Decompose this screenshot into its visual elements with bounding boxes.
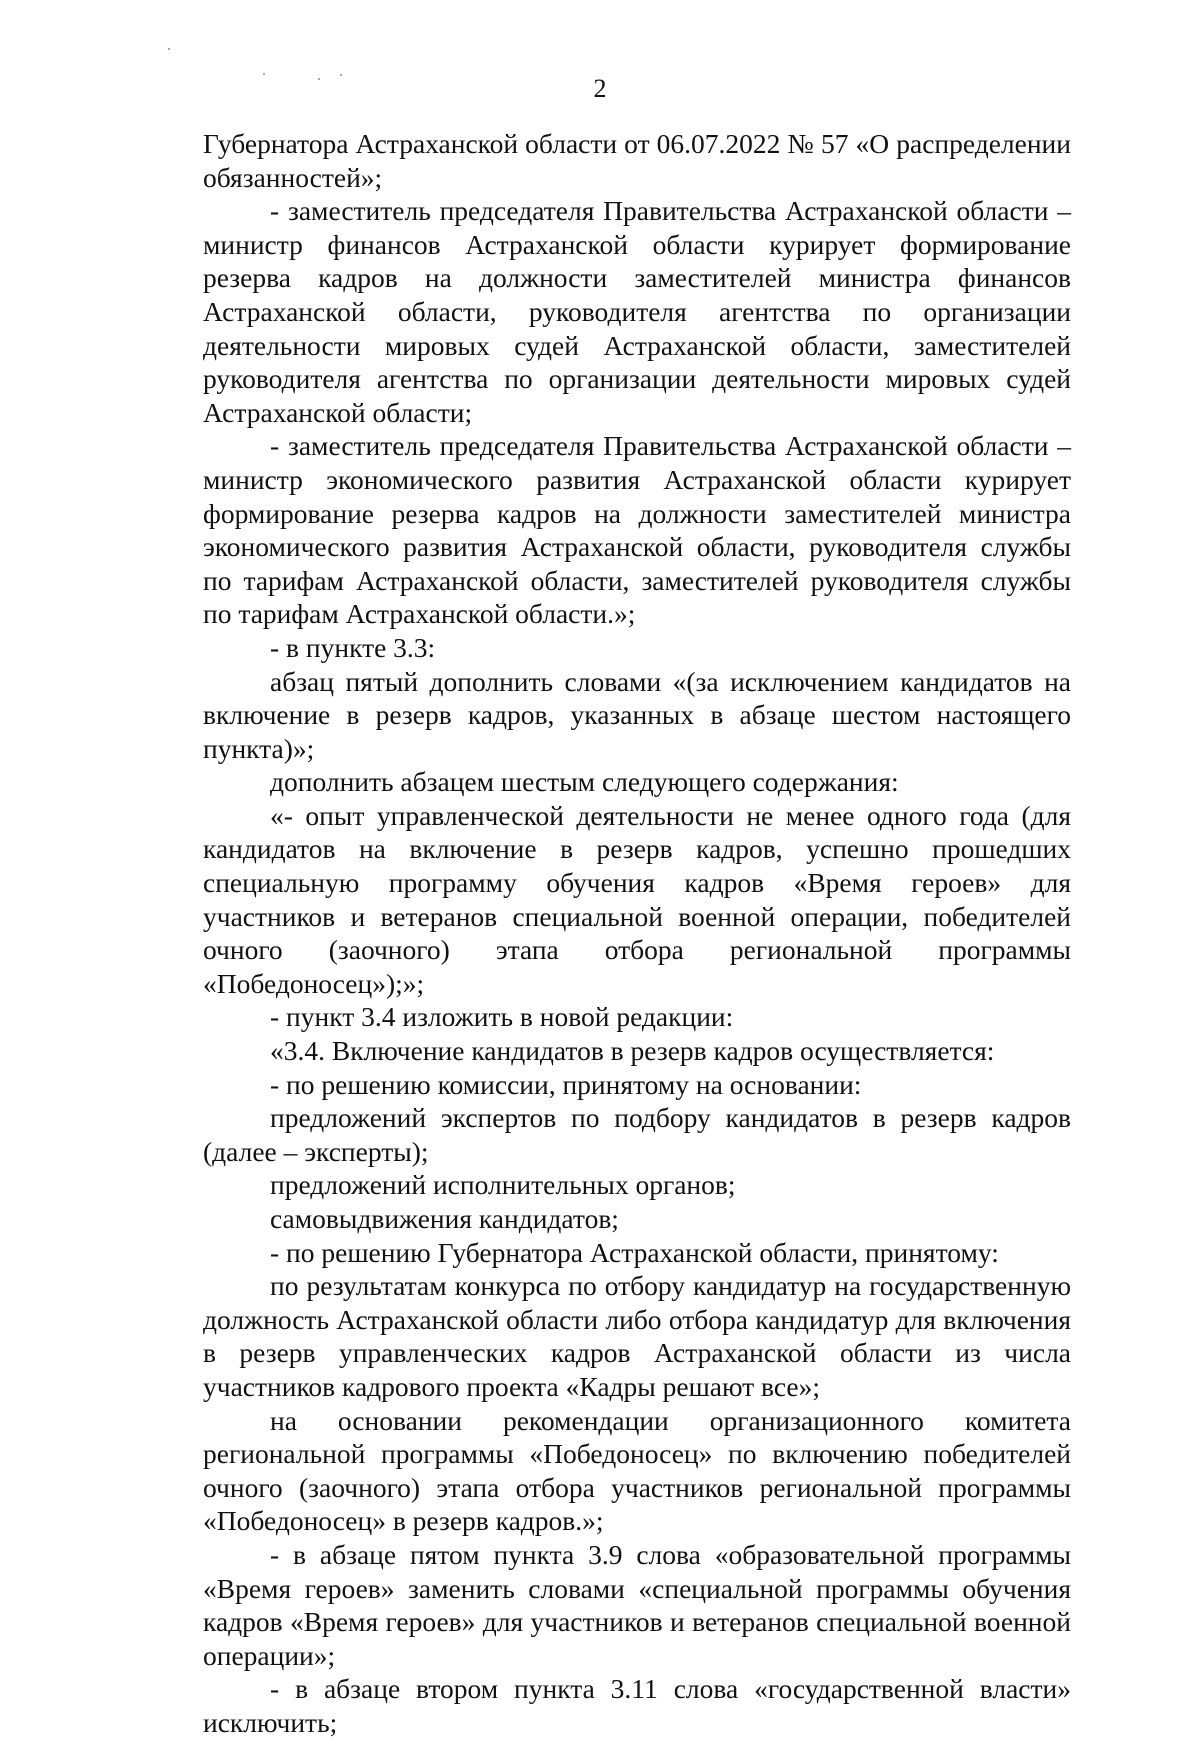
paragraph: «3.4. Включение кандидатов в резерв кадров осуществляется: xyxy=(270,1035,995,1067)
scan-speck xyxy=(263,73,265,75)
paragraph: - пункт 3.4 изложить в новой редакции: xyxy=(270,1001,734,1033)
paragraph: дополнить абзацем шестым следующего содержания: xyxy=(270,766,899,798)
paragraph: - по решению Губернатора Астраханской области, принятому: xyxy=(270,1236,999,1268)
page-number: 2 xyxy=(593,74,607,103)
scan-speck xyxy=(340,74,342,76)
paragraph: предложений исполнительных органов; xyxy=(270,1169,736,1201)
document-body xyxy=(203,127,1071,1740)
paragraph: - в абзаце втором пункта 3.11 слова «государственной власти» исключить; xyxy=(203,1673,1071,1738)
paragraph: предложений экспертов по подбору кандидатов в резерв кадров (далее – эксперты); xyxy=(203,1102,1071,1167)
paragraph: абзац пятый дополнить словами «(за исключением кандидатов на включение в резерв кадров, указанных в абзаце шестом настоящего пункта)»; xyxy=(203,665,1071,764)
scan-speck xyxy=(318,78,320,80)
paragraph: «- опыт управленческой деятельности не менее одного года (для кандидатов на включение в резерв кадров, успешно прошедших специальную программу обучения кадров «Время героев» для участников и ветеранов специальной военной операции, победителей очного (заочного) этапа отбора региональной программы «Победоносец»);»; xyxy=(203,799,1071,999)
paragraph: самовыдвижения кандидатов; xyxy=(270,1203,619,1234)
paragraph: по результатам конкурса по отбору кандидатур на государственную должность Астраханской области либо отбора кандидатур для включения в резерв управленческих кадров Астраханской области из числа участников кадрового проекта «Кадры решают все»; xyxy=(203,1270,1071,1402)
paragraph: - в пункте 3.3: xyxy=(270,631,436,663)
paragraph: Губернатора Астраханской области от 06.07.2022 № 57 «О распределении обязанностей»; xyxy=(203,128,1071,193)
paragraph: - заместитель председателя Правительства Астраханской области – министр финансов Астраханской области курирует формирование резерва кадров на должности заместителей министра финансов Астраханской области, руководителя агентства по организации деятельности мировых судей Астраханской области, заместителей руководителя агентства по организации деятельности мировых судей Астраханской области; xyxy=(203,195,1071,428)
scan-speck xyxy=(168,48,170,50)
paragraph: - заместитель председателя Правительства Астраханской области – министр экономического развития Астраханской области курирует формирование резерва кадров на должности заместителей министра экономического развития Астраханской области, руководителя службы по тарифам Астраханской области, заместителей руководителя службы по тарифам Астраханской области.»; xyxy=(203,430,1071,630)
paragraph: - по решению комиссии, принятому на основании: xyxy=(270,1068,862,1100)
paragraph: на основании рекомендации организационного комитета региональной программы «Победоносец» по включению победителей очного (заочного) этапа отбора участников региональной программы «Победоносец» в резерв кадров.»; xyxy=(203,1404,1071,1537)
paragraph: - в абзаце пятом пункта 3.9 слова «образовательной программы «Время героев» заменить словами «специальной программы обучения кадров «Время героев» для участников и ветеранов специальной военной операции»; xyxy=(203,1538,1071,1671)
